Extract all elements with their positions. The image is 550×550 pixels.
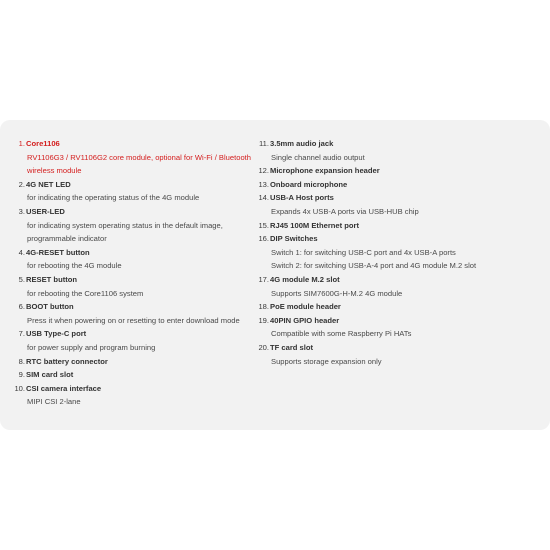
item-title: DIP Switches (270, 234, 318, 244)
item-title: TF card slot (270, 342, 314, 352)
legend-item (244, 273, 544, 300)
item-number: 6. (18, 302, 25, 312)
item-description: RV1106G3 / RV1106G2 core module, optional for Wi-Fi / Bluetooth (27, 152, 251, 162)
item-title: 4G-RESET button (26, 247, 90, 257)
item-title: USER-LED (26, 206, 65, 216)
item-title: CSI camera interface (26, 383, 102, 393)
item-description: Compatible with some Raspberry Pi HATs (271, 329, 412, 339)
item-description: Press it when powering on or resetting to enter download mode (27, 315, 240, 325)
legend-item (0, 137, 262, 178)
item-description: Switch 1: for switching USB-C port and 4x USB-A ports (271, 247, 456, 257)
item-number: 19. (258, 315, 269, 325)
item-description: Expands 4x USB-A ports via USB-HUB chip (271, 206, 419, 216)
legend-item (0, 382, 262, 409)
item-description: for indicating system operating status in the default image, (27, 220, 223, 230)
item-title: SIM card slot (26, 370, 74, 380)
item-title: 4G NET LED (26, 179, 71, 189)
item-number: 2. (18, 179, 25, 189)
item-title: Onboard microphone (270, 179, 348, 189)
legend-item (244, 137, 544, 164)
legend-item (244, 178, 544, 192)
item-description: Switch 2: for switching USB-A-4 port and 4G module M.2 slot (271, 261, 477, 271)
item-number: 3. (18, 206, 25, 216)
item-number: 9. (18, 370, 25, 380)
legend-item (244, 232, 544, 273)
item-number: 10. (14, 383, 25, 393)
item-title: RESET button (26, 274, 78, 284)
legend-item (0, 327, 262, 354)
item-number: 4. (18, 247, 25, 257)
item-title: RJ45 100M Ethernet port (270, 220, 360, 230)
component-legend-panel (0, 120, 550, 430)
item-number: 12. (258, 166, 269, 176)
item-description: Single channel audio output (271, 152, 365, 162)
legend-item (0, 273, 262, 300)
item-description: Supports storage expansion only (271, 356, 382, 366)
item-title: Microphone expansion header (270, 166, 380, 176)
item-description: MIPI CSI 2-lane (27, 397, 81, 407)
legend-column-left (0, 137, 262, 409)
item-number: 14. (258, 193, 269, 203)
item-title: USB-A Host ports (270, 193, 334, 203)
item-description: for indicating the operating status of the 4G module (27, 193, 200, 203)
legend-item (0, 300, 262, 327)
item-title: 4G module M.2 slot (270, 274, 340, 284)
legend-item (0, 355, 262, 369)
item-number: 5. (18, 274, 25, 284)
legend-item (244, 219, 544, 233)
item-number: 20. (258, 342, 269, 352)
item-title: USB Type-C port (26, 329, 87, 339)
item-description: programmable indicator (27, 234, 107, 244)
item-description: for rebooting the Core1106 system (27, 288, 144, 298)
item-number: 1. (18, 139, 25, 148)
legend-item (0, 246, 262, 273)
item-title: 40PIN GPIO header (270, 315, 340, 325)
item-description: for power supply and program burning (27, 342, 156, 352)
legend-item (0, 178, 262, 205)
legend-item (244, 341, 544, 368)
item-title: Core1106 (26, 139, 60, 148)
item-description: wireless module (27, 166, 82, 176)
item-number: 15. (258, 220, 269, 230)
legend-item (244, 191, 544, 218)
legend-item (0, 368, 262, 382)
item-number: 16. (258, 234, 269, 244)
item-description: Supports SIM7600G-H-M.2 4G module (271, 288, 403, 298)
legend-column-right (244, 137, 544, 368)
item-title: BOOT button (26, 302, 74, 312)
legend-item (0, 205, 262, 246)
item-number: 8. (18, 356, 25, 366)
item-number: 18. (258, 302, 269, 312)
item-title: RTC battery connector (26, 356, 108, 366)
item-number: 7. (18, 329, 25, 339)
item-number: 11. (259, 139, 269, 148)
item-number: 13. (258, 179, 269, 189)
legend-item (244, 314, 544, 341)
item-description: for rebooting the 4G module (27, 261, 122, 271)
item-title: PoE module header (270, 302, 341, 312)
item-number: 17. (258, 274, 269, 284)
legend-item (244, 300, 544, 314)
item-title: 3.5mm audio jack (270, 139, 334, 148)
legend-item (244, 164, 544, 178)
